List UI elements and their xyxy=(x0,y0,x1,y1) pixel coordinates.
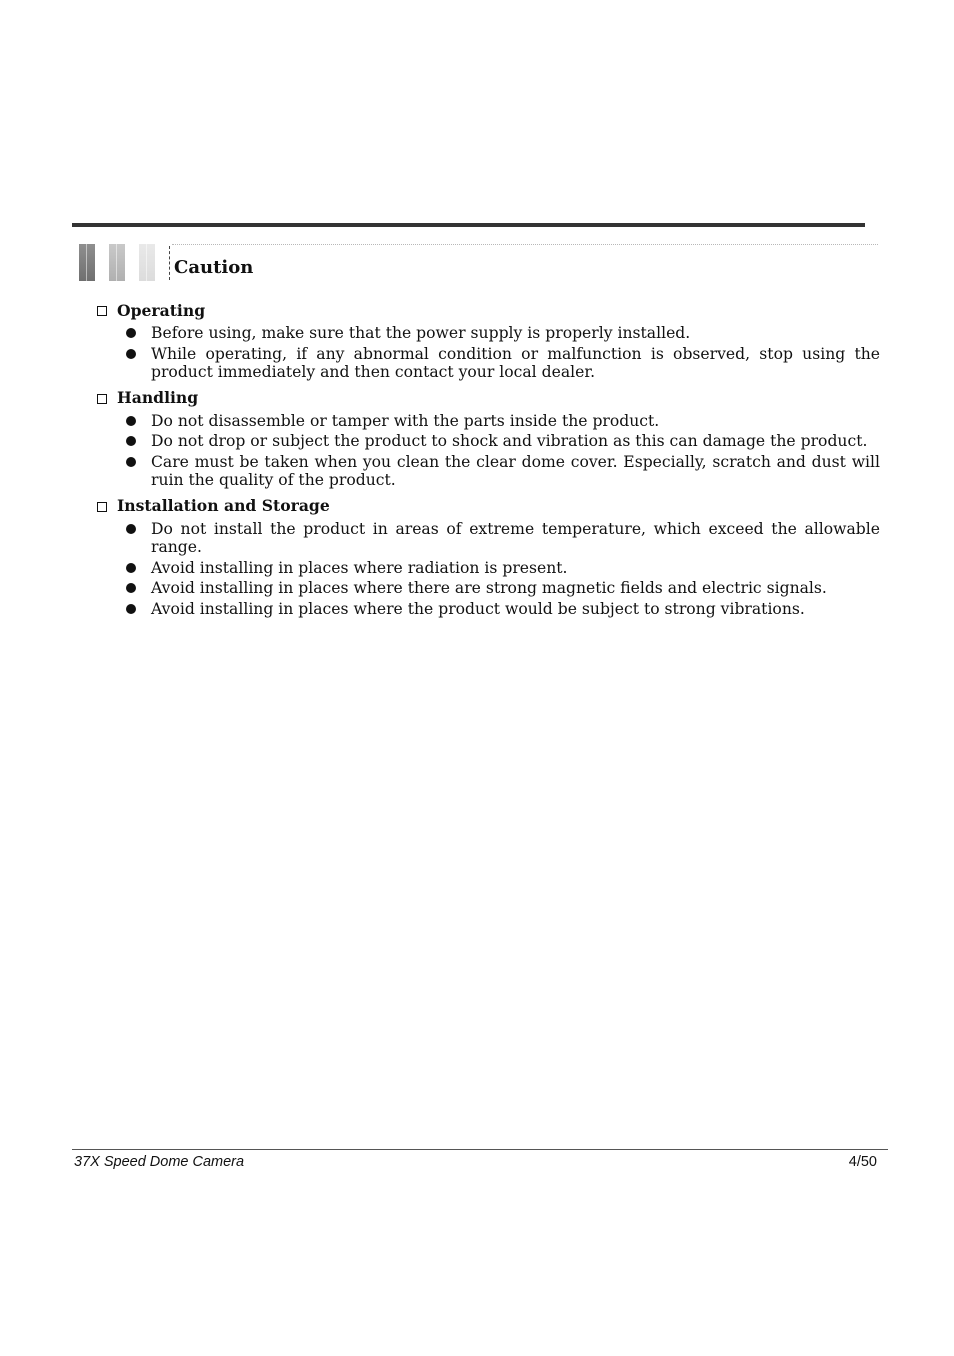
bullet-icon xyxy=(126,524,136,534)
section-header xyxy=(94,388,880,410)
footer-doc-title: 37X Speed Dome Camera xyxy=(74,1154,245,1170)
list-item: Avoid installing in places where radiation is present. xyxy=(94,559,880,578)
list-item: Do not install the product in areas of extreme temperature, which exceed the allowable range. xyxy=(94,520,880,557)
bullet-list xyxy=(94,324,880,382)
section-header xyxy=(94,300,880,322)
list-item: Before using, make sure that the power supply is properly installed. xyxy=(94,324,880,343)
bullet-icon xyxy=(126,457,136,467)
caution-content xyxy=(94,300,880,618)
list-item: Do not drop or subject the product to shock and vibration as this can damage the product. xyxy=(94,432,880,451)
list-item: While operating, if any abnormal condition or malfunction is observed, stop using the product immediately and then contact your local dealer. xyxy=(94,345,880,382)
header-rule xyxy=(72,223,865,227)
list-item: Care must be taken when you clean the clear dome cover. Especially, scratch and dust will ruin the quality of the product. xyxy=(94,453,880,490)
heading-divider xyxy=(172,244,878,245)
decoration-block-dark xyxy=(79,244,95,281)
bullet-icon xyxy=(126,416,136,426)
section-title: Handling xyxy=(117,388,199,408)
bullet-list xyxy=(94,412,880,490)
bullet-icon xyxy=(126,604,136,614)
decoration-block-light xyxy=(139,244,155,281)
bullet-icon xyxy=(126,563,136,573)
list-item: Do not disassemble or tamper with the parts inside the product. xyxy=(94,412,880,431)
footer-page-number: 4/50 xyxy=(848,1154,877,1170)
decoration-block-medium xyxy=(109,244,125,281)
checkbox-icon xyxy=(97,502,107,512)
list-item: Avoid installing in places where there are strong magnetic fields and electric signals. xyxy=(94,579,880,598)
section-title: Installation and Storage xyxy=(117,496,330,516)
section-operating xyxy=(94,300,880,382)
checkbox-icon xyxy=(97,306,107,316)
section-handling xyxy=(94,388,880,490)
footer-rule xyxy=(72,1149,888,1150)
bullet-icon xyxy=(126,328,136,338)
list-item: Avoid installing in places where the product would be subject to strong vibrations. xyxy=(94,600,880,619)
heading-decoration-blocks xyxy=(79,244,179,281)
section-heading: Caution xyxy=(174,257,254,278)
bullet-icon xyxy=(126,349,136,359)
section-installation-storage xyxy=(94,496,880,619)
bullet-icon xyxy=(126,583,136,593)
checkbox-icon xyxy=(97,394,107,404)
heading-marker xyxy=(169,246,172,280)
bullet-icon xyxy=(126,436,136,446)
section-title: Operating xyxy=(117,300,206,320)
bullet-list xyxy=(94,520,880,619)
section-header xyxy=(94,496,880,518)
